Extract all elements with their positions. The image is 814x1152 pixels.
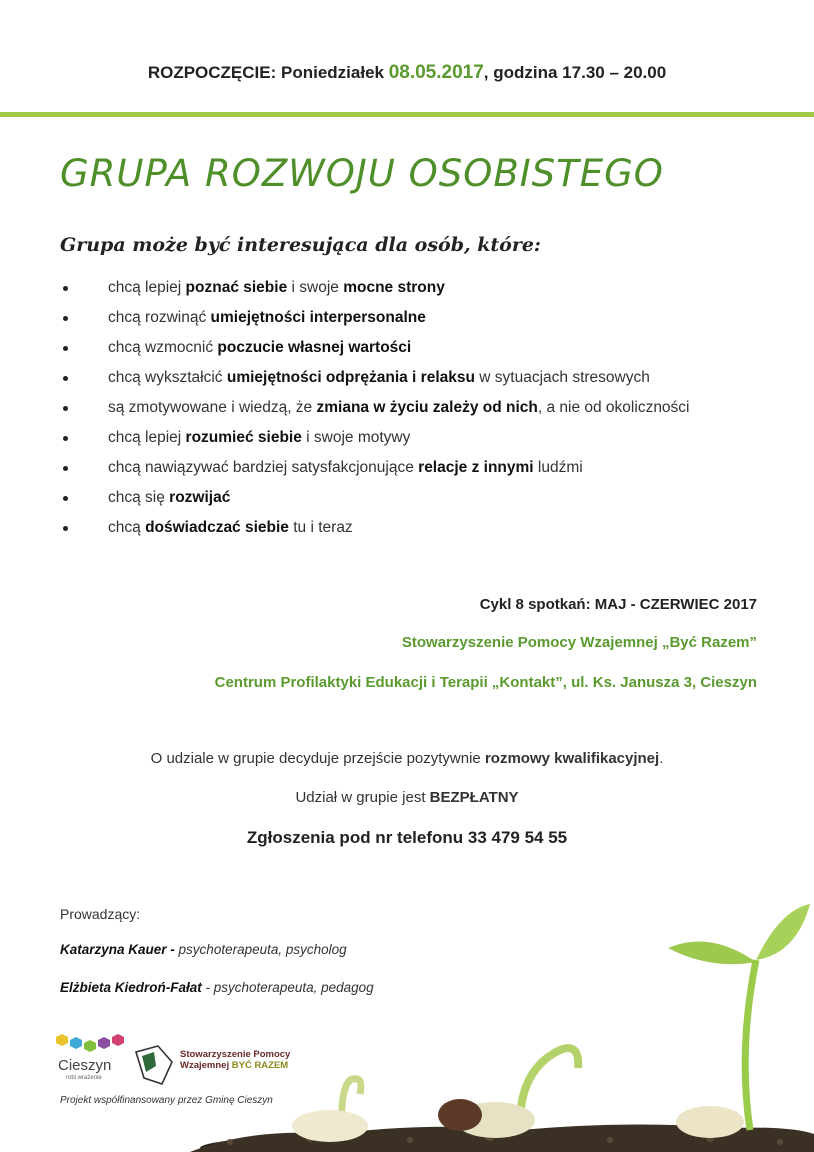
seedlings-illustration [190, 890, 814, 1152]
bullet-icon [63, 526, 68, 531]
start-date-header [0, 62, 814, 84]
phone-registration: Zgłoszenia pod nr telefonu 33 479 54 55 [246, 828, 568, 847]
list-item: chcą nawiązywać bardziej satysfakcjonujące relacje z innymi ludźmi [60, 454, 780, 484]
header-prefix: ROZPOCZĘCIE: Poniedziałek [147, 63, 389, 82]
list-item: chcą wykształcić umiejętności odprężania i relaksu w sytuacjach stresowych [60, 364, 780, 394]
list-item: chcą lepiej rozumieć siebie i swoje motywy [60, 424, 780, 454]
bullet-icon [63, 406, 68, 411]
association-logo-icon [132, 1044, 176, 1086]
bullet-icon [63, 316, 68, 321]
list-item: chcą się rozwijać [60, 484, 780, 514]
free-participation: Udział w grupie jest BEZPŁATNY [295, 789, 519, 806]
list-item: chcą lepiej poznać siebie i swoje mocne strony [60, 274, 780, 304]
cieszyn-logo-icon [56, 1032, 126, 1058]
cofinance-note: Projekt współfinansowany przez Gminę Cieszyn [60, 1095, 273, 1106]
list-item: chcą wzmocnić poczucie własnej wartości [60, 334, 780, 364]
leaders-label: Prowadzący: [60, 906, 141, 922]
bullet-icon [63, 346, 68, 351]
centre-address: Centrum Profilaktyki Edukacji i Terapii „Kontakt”, ul. Ks. Janusza 3, Cieszyn [214, 674, 757, 691]
list-item: są zmotywowane i wiedzą, że zmiana w życiu zależy od nich, a nie od okoliczności [60, 394, 780, 424]
meeting-cycle: Cykl 8 spotkań: MAJ - CZERWIEC 2017 [479, 596, 757, 613]
header-suffix: , godzina 17.30 – 20.00 [483, 63, 667, 82]
bullet-icon [63, 286, 68, 291]
bullet-icon [63, 496, 68, 501]
subtitle: Grupa może być interesująca dla osób, które: [60, 234, 541, 256]
header-date: 08.05.2017 [388, 62, 484, 83]
association-name: Stowarzyszenie Pomocy Wzajemnej „Być Razem” [401, 634, 757, 651]
bullet-icon [63, 466, 68, 471]
cieszyn-logo-tagline: robi wrażenie [66, 1075, 102, 1081]
association-logo-text: Stowarzyszenie Pomocy Wzajemnej BYĆ RAZEM [180, 1049, 291, 1071]
leader-2: Elżbieta Kiedroń-Fałat - psychoterapeuta, pedagog [60, 980, 374, 995]
page-title: GRUPA ROZWOJU OSOBISTEGO [60, 152, 664, 195]
green-divider [0, 112, 814, 117]
partner-logos [56, 1032, 316, 1092]
bullet-icon [63, 376, 68, 381]
bullet-icon [63, 436, 68, 441]
benefit-list [60, 274, 780, 544]
leader-1: Katarzyna Kauer - psychoterapeuta, psycholog [60, 942, 347, 957]
qualification-note: O udziale w grupie decyduje przejście pozytywnie rozmowy kwalifikacyjnej. [150, 750, 664, 767]
list-item: chcą rozwinąć umiejętności interpersonalne [60, 304, 780, 334]
list-item: chcą doświadczać siebie tu i teraz [60, 514, 780, 544]
cieszyn-logo-text: Cieszyn [58, 1057, 112, 1074]
